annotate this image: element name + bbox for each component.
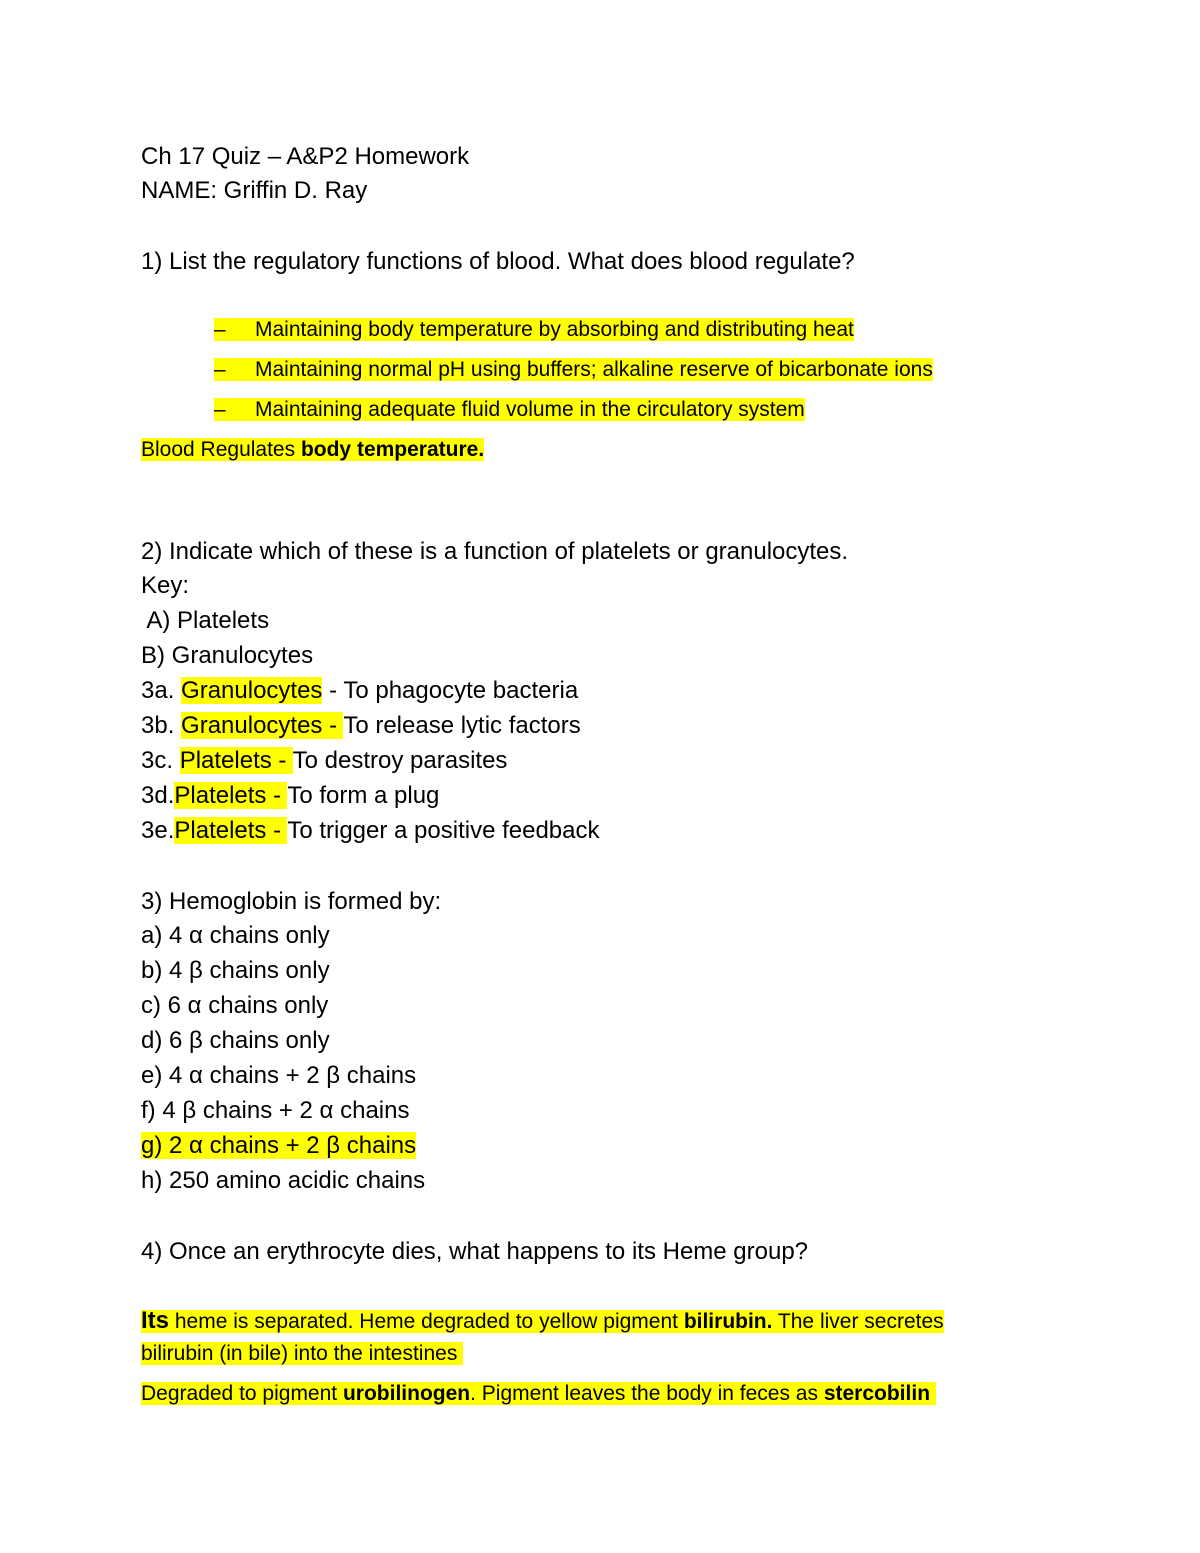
item-number: 3b. xyxy=(141,712,182,739)
q4-bilirubin: bilirubin. xyxy=(683,1310,773,1333)
q1-bullet-2 xyxy=(214,356,933,384)
question-3: 3) Hemoglobin is formed by: xyxy=(141,888,442,915)
item-text: To destroy parasites xyxy=(292,747,508,774)
q2-key-label: Key: xyxy=(141,572,190,599)
q1-answer xyxy=(141,436,484,464)
q3-option-d: d) 6 β chains only xyxy=(141,1027,330,1054)
item-answer: Platelets - xyxy=(179,747,293,774)
item-answer: Granulocytes xyxy=(181,677,323,704)
student-name: NAME: Griffin D. Ray xyxy=(141,177,368,204)
q2-key-platelets: A) Platelets xyxy=(141,607,270,634)
item-text: To phagocyte bacteria xyxy=(343,677,579,704)
q3-option-f: f) 4 β chains + 2 α chains xyxy=(141,1097,410,1124)
q2-item-3c xyxy=(141,745,507,777)
q4-answer-line-3 xyxy=(141,1380,936,1408)
question-2: 2) Indicate which of these is a function of platelets or granulocytes. xyxy=(141,538,849,565)
q2-item-3b xyxy=(141,710,581,742)
q4-p2-e xyxy=(930,1382,936,1405)
item-number: 3e. xyxy=(141,817,175,844)
q4-p1-line2: bilirubin (in bile) into the intestines xyxy=(141,1342,464,1365)
q1-bullet-1 xyxy=(214,316,854,344)
q1-answer-prefix: Blood Regulates xyxy=(141,438,301,461)
q3-option-b: b) 4 β chains only xyxy=(141,957,330,984)
q3-option-h: h) 250 amino acidic chains xyxy=(141,1167,426,1194)
q2-item-3a xyxy=(141,675,578,707)
item-answer: Platelets - xyxy=(174,782,288,809)
q2-item-3e xyxy=(141,815,600,847)
q1-bullet-text: Maintaining body temperature by absorbing and distributing heat xyxy=(255,318,854,341)
item-answer: Granulocytes - xyxy=(181,712,344,739)
q2-key-granulocytes: B) Granulocytes xyxy=(141,642,314,669)
q2-item-3d xyxy=(141,780,439,812)
q4-p2-c: . Pigment leaves the body in feces as xyxy=(470,1382,824,1405)
item-text: To form a plug xyxy=(287,782,440,809)
q4-p1-c: The liver secretes xyxy=(772,1310,944,1333)
item-text: To release lytic factors xyxy=(343,712,581,739)
bullet-dash: – xyxy=(214,398,226,421)
item-number: 3a. xyxy=(141,677,182,704)
item-answer: Platelets - xyxy=(174,817,288,844)
item-separator: - xyxy=(322,677,344,704)
q1-bullet-text: Maintaining adequate fluid volume in the circulatory system xyxy=(255,398,805,421)
question-1: 1) List the regulatory functions of blood. What does blood regulate? xyxy=(141,248,855,275)
q4-answer-line-1 xyxy=(141,1307,944,1336)
q3-option-a: a) 4 α chains only xyxy=(141,922,330,949)
q4-its: Its xyxy=(141,1307,170,1334)
q3-option-c: c) 6 α chains only xyxy=(141,992,329,1019)
q1-bullet-3 xyxy=(214,396,805,424)
bullet-dash: – xyxy=(214,318,226,341)
q4-answer-line-2 xyxy=(141,1340,463,1368)
bullet-dash: – xyxy=(214,358,226,381)
q1-bullet-text: Maintaining normal pH using buffers; alkaline reserve of bicarbonate ions xyxy=(255,358,933,381)
q4-p1-a: heme is separated. Heme degraded to yellow pigment xyxy=(169,1310,684,1333)
q4-stercobilin: stercobilin xyxy=(823,1382,931,1405)
q4-p2-a: Degraded to pigment xyxy=(141,1382,343,1405)
q3-correct-answer: g) 2 α chains + 2 β chains xyxy=(141,1132,417,1159)
question-4: 4) Once an erythrocyte dies, what happens to its Heme group? xyxy=(141,1238,809,1265)
q1-answer-bold: body temperature. xyxy=(300,438,485,461)
item-number: 3d. xyxy=(141,782,175,809)
q3-option-e: e) 4 α chains + 2 β chains xyxy=(141,1062,417,1089)
item-text: To trigger a positive feedback xyxy=(287,817,600,844)
q4-urobilinogen: urobilinogen xyxy=(342,1382,471,1405)
document-title: Ch 17 Quiz – A&P2 Homework xyxy=(141,143,470,170)
item-number: 3c. xyxy=(141,747,180,774)
q3-option-g-correct xyxy=(141,1130,416,1162)
